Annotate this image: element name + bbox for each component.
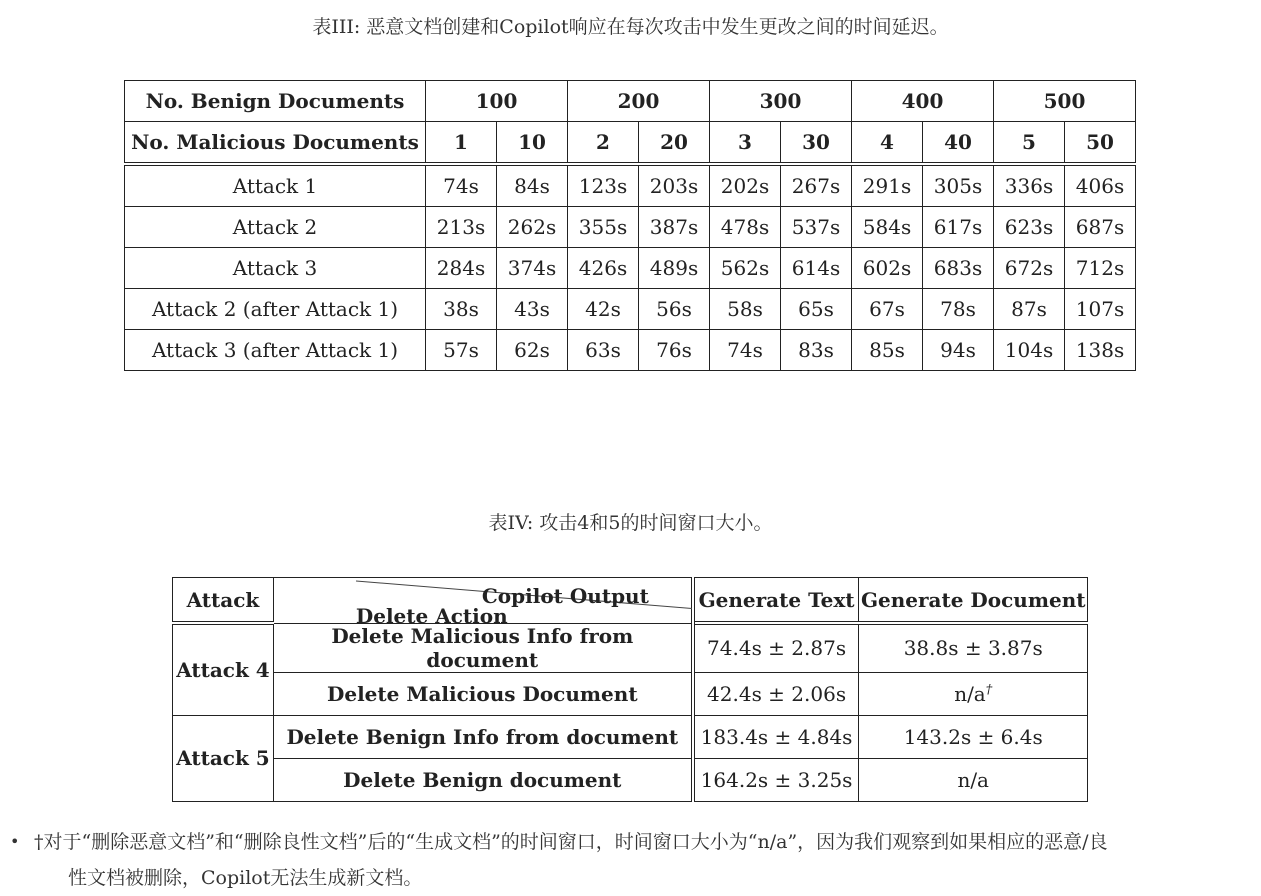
generate-document-value: n/a xyxy=(859,758,1088,801)
table-cell: 562s xyxy=(710,248,781,289)
table3-header-benign-row xyxy=(125,81,1136,122)
bullet-icon: • xyxy=(10,832,20,851)
table-cell: 63s xyxy=(568,330,639,371)
malicious-count: 4 xyxy=(852,122,923,165)
table-cell: 262s xyxy=(497,207,568,248)
malicious-count: 2 xyxy=(568,122,639,165)
table-row xyxy=(173,672,1088,715)
table-cell: 683s xyxy=(923,248,994,289)
table-row xyxy=(173,623,1088,672)
table-cell: 202s xyxy=(710,164,781,207)
table-row xyxy=(173,758,1088,801)
malicious-count: 40 xyxy=(923,122,994,165)
benign-count: 200 xyxy=(568,81,710,122)
table3 xyxy=(124,80,1136,371)
table-row xyxy=(125,164,1136,207)
benign-header: No. Benign Documents xyxy=(125,81,426,122)
table-cell: 672s xyxy=(994,248,1065,289)
delete-action-label: Delete Malicious Document xyxy=(273,672,692,715)
table-cell: 74s xyxy=(710,330,781,371)
attack-header: Attack xyxy=(173,578,274,624)
table4 xyxy=(172,577,1088,802)
row-label: Attack 2 (after Attack 1) xyxy=(125,289,426,330)
malicious-count: 1 xyxy=(426,122,497,165)
table-cell: 58s xyxy=(710,289,781,330)
table-cell: 267s xyxy=(781,164,852,207)
table-cell: 56s xyxy=(639,289,710,330)
copilot-output-header: Copilot Output xyxy=(481,584,649,608)
table-cell: 38s xyxy=(426,289,497,330)
delete-action-label: Delete Benign Info from document xyxy=(273,715,692,758)
table-cell: 78s xyxy=(923,289,994,330)
generate-text-value: 164.2s ± 3.25s xyxy=(693,758,859,801)
table4-header-row xyxy=(173,578,1088,624)
table4-caption: 表IV: 攻击4和5的时间窗口大小。 xyxy=(488,512,773,534)
table-cell: 104s xyxy=(994,330,1065,371)
attack-label: Attack 5 xyxy=(173,715,274,801)
table-cell: 623s xyxy=(994,207,1065,248)
diagonal-header-cell xyxy=(273,578,692,628)
table-cell: 406s xyxy=(1065,164,1136,207)
table-cell: 426s xyxy=(568,248,639,289)
delete-action-label: Delete Malicious Info from document xyxy=(273,623,692,672)
table-cell: 213s xyxy=(426,207,497,248)
table-cell: 387s xyxy=(639,207,710,248)
value-text: n/a xyxy=(954,681,986,706)
generate-text-value: 42.4s ± 2.06s xyxy=(693,672,859,715)
malicious-count: 50 xyxy=(1065,122,1136,165)
table-cell: 584s xyxy=(852,207,923,248)
dagger-footnote-mark: † xyxy=(985,681,993,697)
table-cell: 489s xyxy=(639,248,710,289)
table-cell: 305s xyxy=(923,164,994,207)
table-cell: 43s xyxy=(497,289,568,330)
table-cell: 138s xyxy=(1065,330,1136,371)
generate-document-value: 38.8s ± 3.87s xyxy=(859,623,1088,672)
table3-body xyxy=(125,164,1136,371)
table-cell: 291s xyxy=(852,164,923,207)
table-cell: 614s xyxy=(781,248,852,289)
table-row xyxy=(125,207,1136,248)
table3-caption: 表III: 恶意文档创建和Copilot响应在每次攻击中发生更改之间的时间延迟。 xyxy=(312,16,949,38)
table-cell: 85s xyxy=(852,330,923,371)
delete-action-label: Delete Benign document xyxy=(273,758,692,801)
benign-count: 400 xyxy=(852,81,994,122)
table-cell: 84s xyxy=(497,164,568,207)
table-cell: 94s xyxy=(923,330,994,371)
table-cell: 74s xyxy=(426,164,497,207)
footnote-line-1: †对于“删除恶意文档”和“删除良性文档”后的“生成文档”的时间窗口，时间窗口大小为“n/a”，因为我们观察到如果相应的恶意/良 xyxy=(34,831,1108,853)
table-cell: 65s xyxy=(781,289,852,330)
table-cell: 284s xyxy=(426,248,497,289)
delete-action-header: Delete Action xyxy=(355,604,508,628)
table-cell: 374s xyxy=(497,248,568,289)
table-cell: 57s xyxy=(426,330,497,371)
table-cell: 203s xyxy=(639,164,710,207)
table-row xyxy=(125,289,1136,330)
table-row xyxy=(173,715,1088,758)
malicious-count: 30 xyxy=(781,122,852,165)
benign-count: 100 xyxy=(426,81,568,122)
malicious-count: 10 xyxy=(497,122,568,165)
table-cell: 478s xyxy=(710,207,781,248)
table-cell: 83s xyxy=(781,330,852,371)
table-cell: 687s xyxy=(1065,207,1136,248)
table-cell: 537s xyxy=(781,207,852,248)
table-cell: 123s xyxy=(568,164,639,207)
table-cell: 336s xyxy=(994,164,1065,207)
generate-document-header: Generate Document xyxy=(859,578,1088,624)
row-label: Attack 3 xyxy=(125,248,426,289)
table-cell: 617s xyxy=(923,207,994,248)
attack-label: Attack 4 xyxy=(173,623,274,715)
table-cell: 712s xyxy=(1065,248,1136,289)
table-cell: 67s xyxy=(852,289,923,330)
generate-document-value: 143.2s ± 6.4s xyxy=(859,715,1088,758)
benign-count: 300 xyxy=(710,81,852,122)
generate-document-value xyxy=(859,672,1088,715)
generate-text-value: 74.4s ± 2.87s xyxy=(693,623,859,672)
table-cell: 42s xyxy=(568,289,639,330)
row-label: Attack 1 xyxy=(125,164,426,207)
table-row xyxy=(125,330,1136,371)
footnote-line-2: 性文档被删除，Copilot无法生成新文档。 xyxy=(68,867,423,889)
table3-header-malicious-row xyxy=(125,122,1136,165)
benign-count: 500 xyxy=(994,81,1136,122)
table-row xyxy=(125,248,1136,289)
footnote xyxy=(10,824,1254,896)
malicious-header: No. Malicious Documents xyxy=(125,122,426,165)
table-cell: 355s xyxy=(568,207,639,248)
generate-text-header: Generate Text xyxy=(693,578,859,624)
malicious-count: 5 xyxy=(994,122,1065,165)
generate-text-value: 183.4s ± 4.84s xyxy=(693,715,859,758)
row-label: Attack 2 xyxy=(125,207,426,248)
row-label: Attack 3 (after Attack 1) xyxy=(125,330,426,371)
malicious-count: 3 xyxy=(710,122,781,165)
table-cell: 107s xyxy=(1065,289,1136,330)
table-cell: 62s xyxy=(497,330,568,371)
table-cell: 87s xyxy=(994,289,1065,330)
table-cell: 76s xyxy=(639,330,710,371)
malicious-count: 20 xyxy=(639,122,710,165)
table-cell: 602s xyxy=(852,248,923,289)
